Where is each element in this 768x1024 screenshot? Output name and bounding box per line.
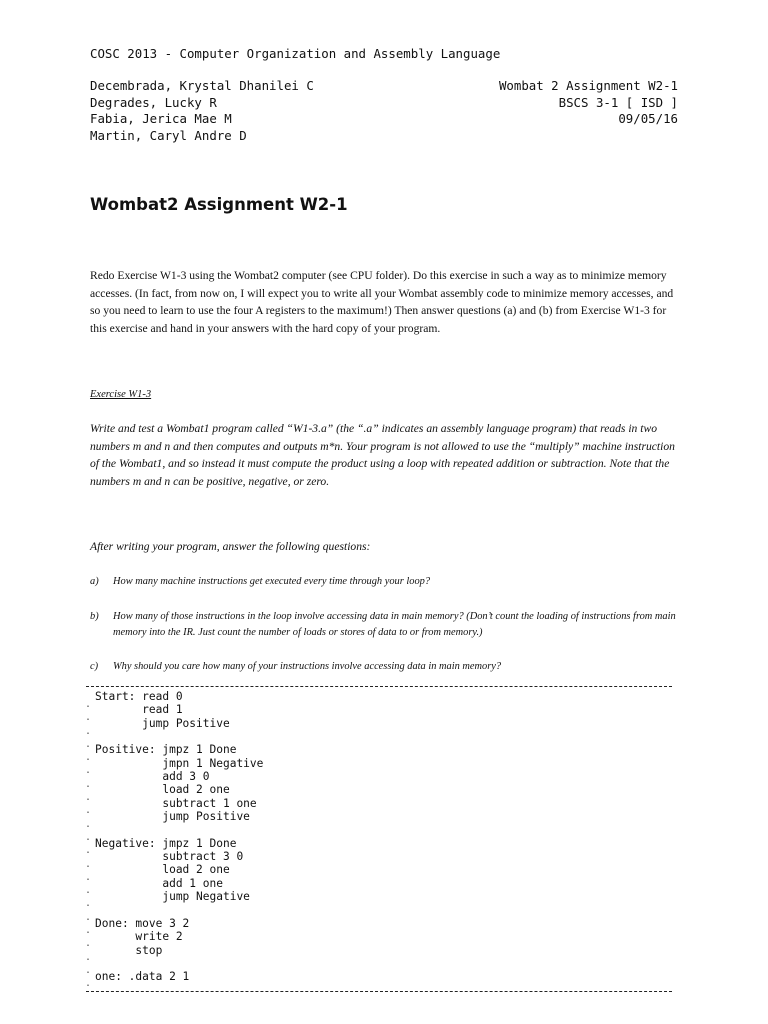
student-name: Decembrada, Krystal Dhanilei C — [90, 78, 314, 93]
assignment-info — [499, 78, 678, 128]
code-line: jump Positive — [95, 716, 230, 730]
question-text: How many machine instructions get executed every time through your loop? — [113, 576, 431, 587]
code-line: Positive: jmpz 1 Done — [95, 743, 237, 757]
page-title: Wombat2 Assignment W2-1 — [90, 195, 348, 214]
student-names — [90, 78, 314, 144]
code-line: load 2 one — [95, 783, 230, 797]
question-c — [90, 659, 690, 675]
code-line: subtract 1 one — [95, 796, 257, 810]
code-listing — [95, 690, 263, 984]
code-line: Start: read 0 — [95, 690, 183, 703]
code-line: stop — [95, 943, 163, 957]
section-label: BSCS 3-1 [ ISD ] — [558, 94, 678, 110]
code-top-divider — [86, 686, 672, 687]
code-line — [95, 904, 263, 917]
code-line: subtract 3 0 — [95, 850, 244, 864]
questions-intro: After writing your program, answer the following questions: — [90, 540, 371, 553]
student-name: Martin, Caryl Andre D — [90, 127, 247, 143]
student-name: Degrades, Lucky R — [90, 94, 217, 110]
code-line: jump Positive — [95, 810, 250, 824]
code-line: one: .data 2 1 — [95, 970, 190, 984]
code-line: jump Negative — [95, 890, 250, 904]
question-label: c) — [90, 661, 99, 672]
question-b — [90, 609, 690, 641]
code-line: write 2 — [95, 930, 183, 944]
code-line: Done: move 3 2 — [95, 916, 190, 930]
exercise-body: Write and test a Wombat1 program called “W1-3.a” (the “.a” indicates an assembly language program) that reads in two numbers m and n and then computes and outputs m*n. Your program is not allowed to use the “multiply” machine instruction of the Wombat1, and so instead it must compute the product using a loop with repeated addition or subtraction. Note that the numbers m and n can be positive, negative, or zero. — [90, 422, 675, 488]
code-line — [95, 957, 263, 970]
date-label: 09/05/16 — [618, 111, 678, 126]
code-line: jmpn 1 Negative — [95, 756, 264, 770]
code-bottom-divider — [86, 991, 672, 992]
code-line: read 1 — [95, 703, 183, 717]
intro-paragraph: Redo Exercise W1-3 using the Wombat2 computer (see CPU folder). Do this exercise in such a way as to minimize memory accesses. (In fact, from now on, I will expect you to write all your Wombat assembly code to minimize memory accesses, and so you need to learn to use the four A registers to the maximum!) Then answer questions (a) and (b) from Exercise W1-3 for this exercise and hand in your answers with the hard copy of your program. — [90, 269, 674, 335]
exercise-heading: Exercise W1-3 — [90, 389, 152, 400]
question-label: b) — [90, 611, 99, 622]
code-line: Negative: jmpz 1 Done — [95, 836, 237, 850]
course-line: COSC 2013 - Computer Organization and Assembly Language — [90, 46, 501, 61]
code-line: add 3 0 — [95, 770, 210, 784]
code-line — [95, 730, 263, 743]
question-label: a) — [90, 576, 99, 587]
code-line — [95, 823, 263, 836]
assignment-name: Wombat 2 Assignment W2-1 — [498, 78, 678, 93]
student-name: Fabia, Jerica Mae M — [90, 111, 232, 126]
code-line: load 2 one — [95, 863, 230, 877]
question-a — [90, 574, 690, 590]
question-text: How many of those instructions in the loop involve accessing data in main memory? (Don’t count the loading of instructions from main memory into the IR. Just count the number of loads or stores of data to or from memory.) — [113, 611, 676, 638]
code-line: add 1 one — [95, 876, 223, 890]
question-text: Why should you care how many of your instructions involve accessing data in main memory? — [113, 661, 502, 672]
code-margin-dots: . . . . . . . . . . . . . . . . . . . . . . — [85, 699, 92, 990]
